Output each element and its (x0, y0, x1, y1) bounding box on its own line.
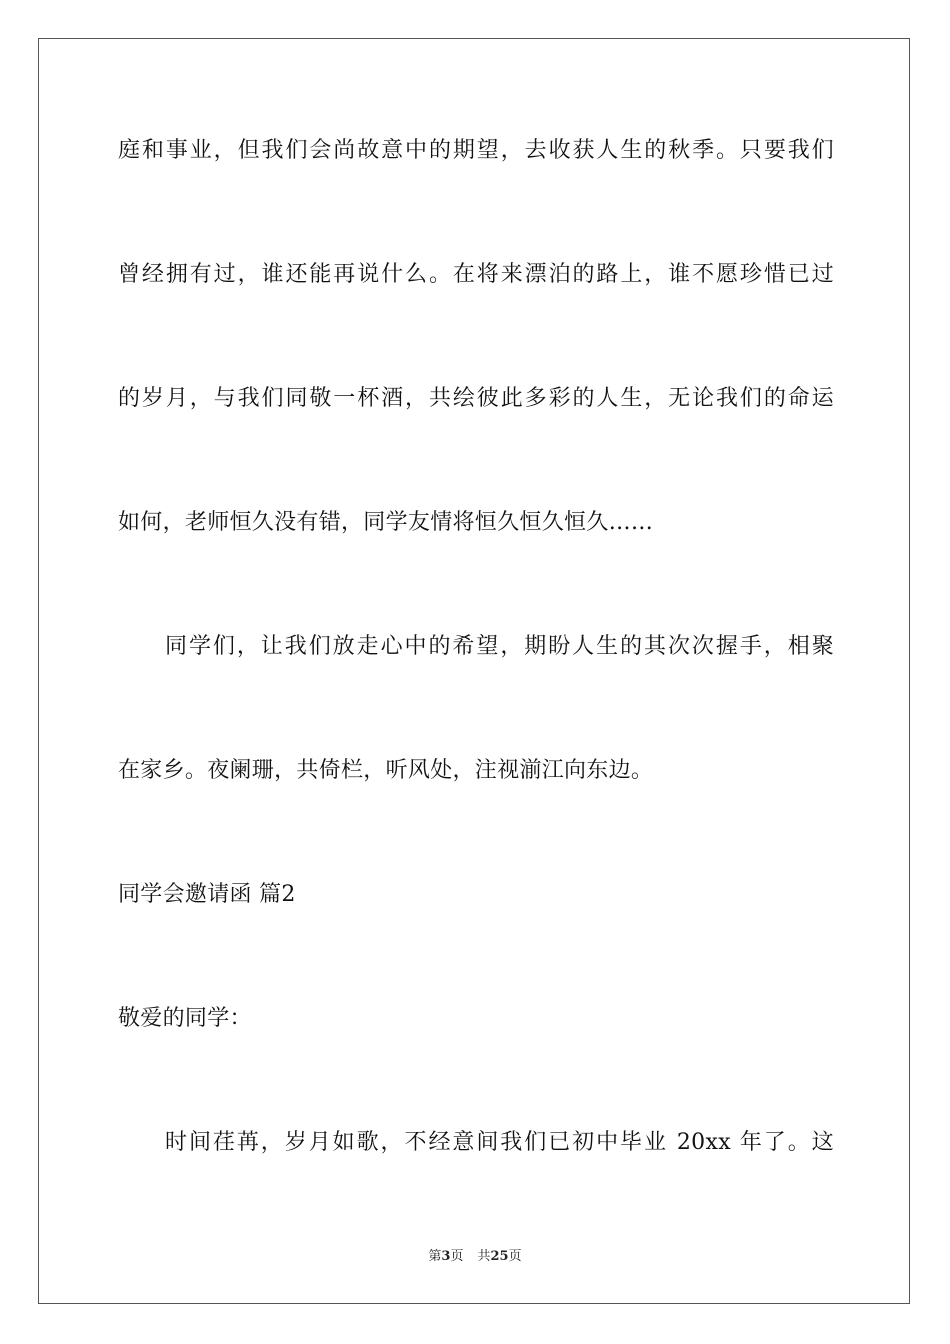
total-suffix: 页 (508, 1249, 522, 1264)
page-footer (0, 1248, 950, 1266)
current-page-number: 3 (441, 1249, 451, 1264)
page-border (38, 38, 910, 1304)
salutation: 敬爱的同学： (118, 1006, 252, 1031)
paragraph-line: 庭和事业，但我们会尚故意中的期望，去收获人生的秋季。只要我们 (118, 138, 834, 163)
page-suffix: 页 (450, 1249, 464, 1264)
total-pages-number: 25 (490, 1249, 509, 1264)
paragraph-line: 如何，老师恒久没有错，同学友情将恒久恒久恒久…… (118, 510, 654, 535)
page-prefix: 第 (428, 1249, 442, 1264)
section-heading: 同学会邀请函 篇2 (118, 882, 296, 907)
paragraph-line: 曾经拥有过，谁还能再说什么。在将来漂泊的路上，谁不愿珍惜已过 (118, 262, 834, 287)
paragraph-line: 在家乡。夜阑珊，共倚栏，听风处，注视湔江向东边。 (118, 758, 654, 783)
paragraph-line: 的岁月，与我们同敬一杯酒，共绘彼此多彩的人生，无论我们的命运 (118, 386, 834, 411)
paragraph-line: 时间荏苒，岁月如歌，不经意间我们已初中毕业 20xx 年了。这 (165, 1130, 834, 1155)
total-prefix: 共 (477, 1249, 491, 1264)
paragraph-line: 同学们，让我们放走心中的希望，期盼人生的其次次握手，相聚 (165, 634, 834, 659)
